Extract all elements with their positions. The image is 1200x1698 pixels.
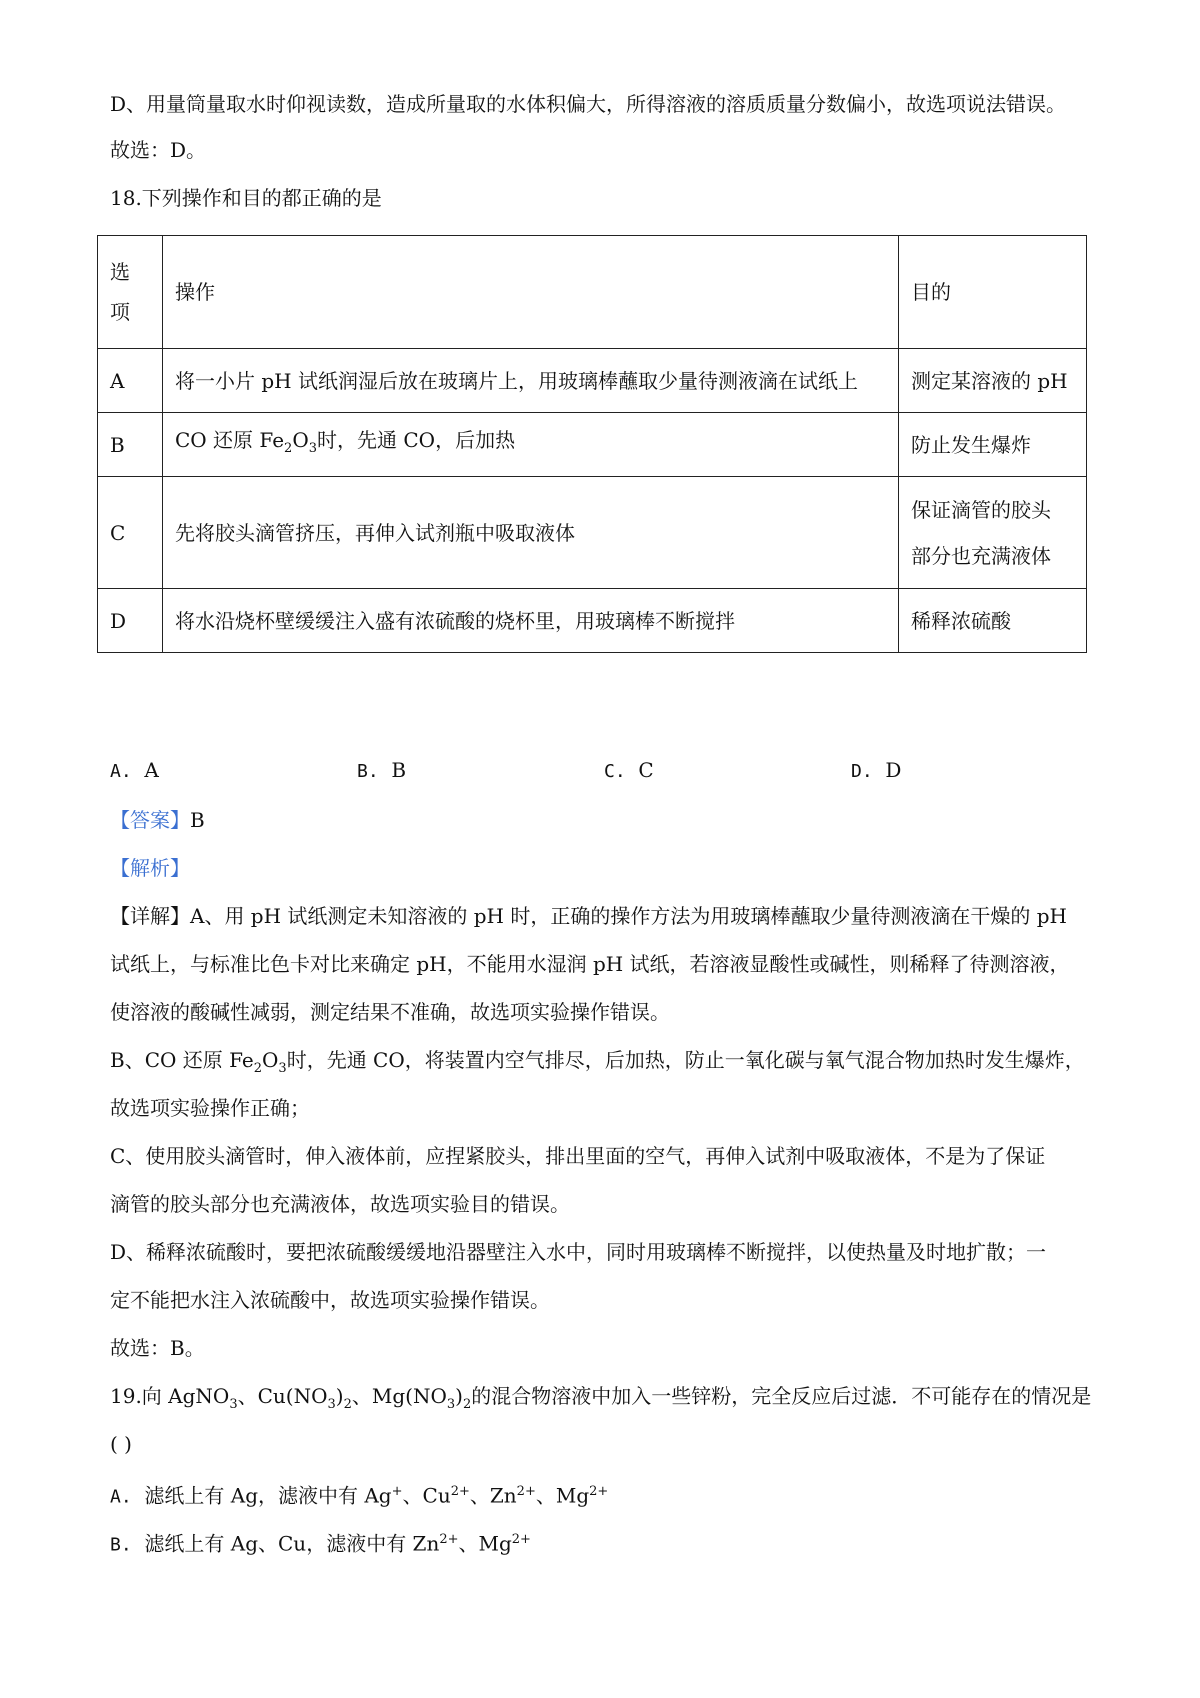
row-operation: CO 还原 $Fe_2O_3$时，先通 CO，后加热 xyxy=(163,413,899,477)
prev-explanation-d: D、用量筒量取水时仰视读数，造成所量取的水体积偏大，所得溶液的溶质质量分数偏小，故选项说法错误。 xyxy=(110,92,1067,116)
choice-b[interactable]: B. B xyxy=(357,758,407,782)
answer-line xyxy=(110,806,205,834)
row-operation: 先将胶头滴管挤压，再伸入试剂瓶中吸取液体 xyxy=(163,477,899,589)
detail-d-line1: D、稀释浓硫酸时，要把浓硫酸缓缓地沿器壁注入水中，同时用玻璃棒不断搅拌，以使热量及时地扩散；一 xyxy=(110,1240,1047,1264)
row-purpose: 保证滴管的胶头 部分也充满液体 xyxy=(899,477,1087,589)
q19-stem: 19.向 AgNO$_3$、$Cu(NO_3)_2$、$Mg(NO_3)_2$的混合物溶液中加入一些锌粉，完全反应后过滤．不可能存在的情况是 xyxy=(110,1384,1092,1412)
choice-d[interactable]: D. D xyxy=(851,758,902,782)
detail-b-line2: 故选项实验操作正确； xyxy=(110,1096,310,1120)
detail-a-line1: 【详解】A、用 pH 试纸测定未知溶液的 pH 时，正确的操作方法为用玻璃棒蘸取少量待测液滴在干燥的 pH xyxy=(110,904,1067,928)
row-option: B xyxy=(98,413,163,477)
row-option: D xyxy=(98,589,163,653)
detail-c-line2: 滴管的胶头部分也充满液体，故选项实验目的错误。 xyxy=(110,1192,570,1216)
header-purpose: 目的 xyxy=(899,236,1087,349)
detail-a-line2: 试纸上，与标准比色卡对比来确定 pH，不能用水湿润 pH 试纸，若溶液显酸性或碱性，则稀释了待测溶液， xyxy=(110,952,1070,976)
detail-d-line2: 定不能把水注入浓硫酸中，故选项实验操作错误。 xyxy=(110,1288,550,1312)
q18-stem: 18.下列操作和目的都正确的是 xyxy=(110,186,382,210)
header-option: 选 项 xyxy=(98,236,163,349)
table-header-row xyxy=(98,236,1087,349)
row-option: A xyxy=(98,349,163,413)
detail-c-line1: C、使用胶头滴管时，伸入液体前，应捏紧胶头，排出里面的空气，再伸入试剂中吸取液体，不是为了保证 xyxy=(110,1144,1046,1168)
choice-a[interactable]: A. A xyxy=(110,758,159,782)
q19-option-b[interactable]: B. 滤纸上有 Ag、Cu，滤液中有 $Zn^{2+}$、$Mg^{2+}$ xyxy=(110,1531,531,1556)
table-row xyxy=(98,413,1087,477)
row-purpose: 测定某溶液的 pH xyxy=(899,349,1087,413)
row-operation: 将水沿烧杯壁缓缓注入盛有浓硫酸的烧杯里，用玻璃棒不断搅拌 xyxy=(163,589,899,653)
final-answer: 故选：B。 xyxy=(110,1336,205,1360)
answer-tag: 【答案】 xyxy=(110,808,190,832)
q19-option-a[interactable]: A. 滤纸上有 Ag，滤液中有 Ag+、$Cu^{2+}$、$Zn^{2+}$、$Mg^{2+}$ xyxy=(110,1483,609,1508)
analysis-tag: 【解析】 xyxy=(110,856,190,880)
q19-paren: ( ) xyxy=(110,1432,132,1456)
table-row xyxy=(98,477,1087,589)
answer-value: B xyxy=(190,808,205,832)
row-option: C xyxy=(98,477,163,589)
choice-c[interactable]: C. C xyxy=(604,758,654,782)
header-operation: 操作 xyxy=(163,236,899,349)
row-operation: 将一小片 pH 试纸润湿后放在玻璃片上，用玻璃棒蘸取少量待测液滴在试纸上 xyxy=(163,349,899,413)
row-purpose: 稀释浓硫酸 xyxy=(899,589,1087,653)
detail-b-line1: B、CO 还原 $Fe_2O_3$时，先通 CO，将装置内空气排尽，后加热，防止一氧化碳与氧气混合物加热时发生爆炸， xyxy=(110,1048,1085,1076)
detail-a-line3: 使溶液的酸碱性减弱，测定结果不准确，故选项实验操作错误。 xyxy=(110,1000,670,1024)
row-purpose: 防止发生爆炸 xyxy=(899,413,1087,477)
q18-table xyxy=(97,235,1087,653)
table-row xyxy=(98,589,1087,653)
table-row xyxy=(98,349,1087,413)
prev-answer: 故选：D。 xyxy=(110,138,207,162)
